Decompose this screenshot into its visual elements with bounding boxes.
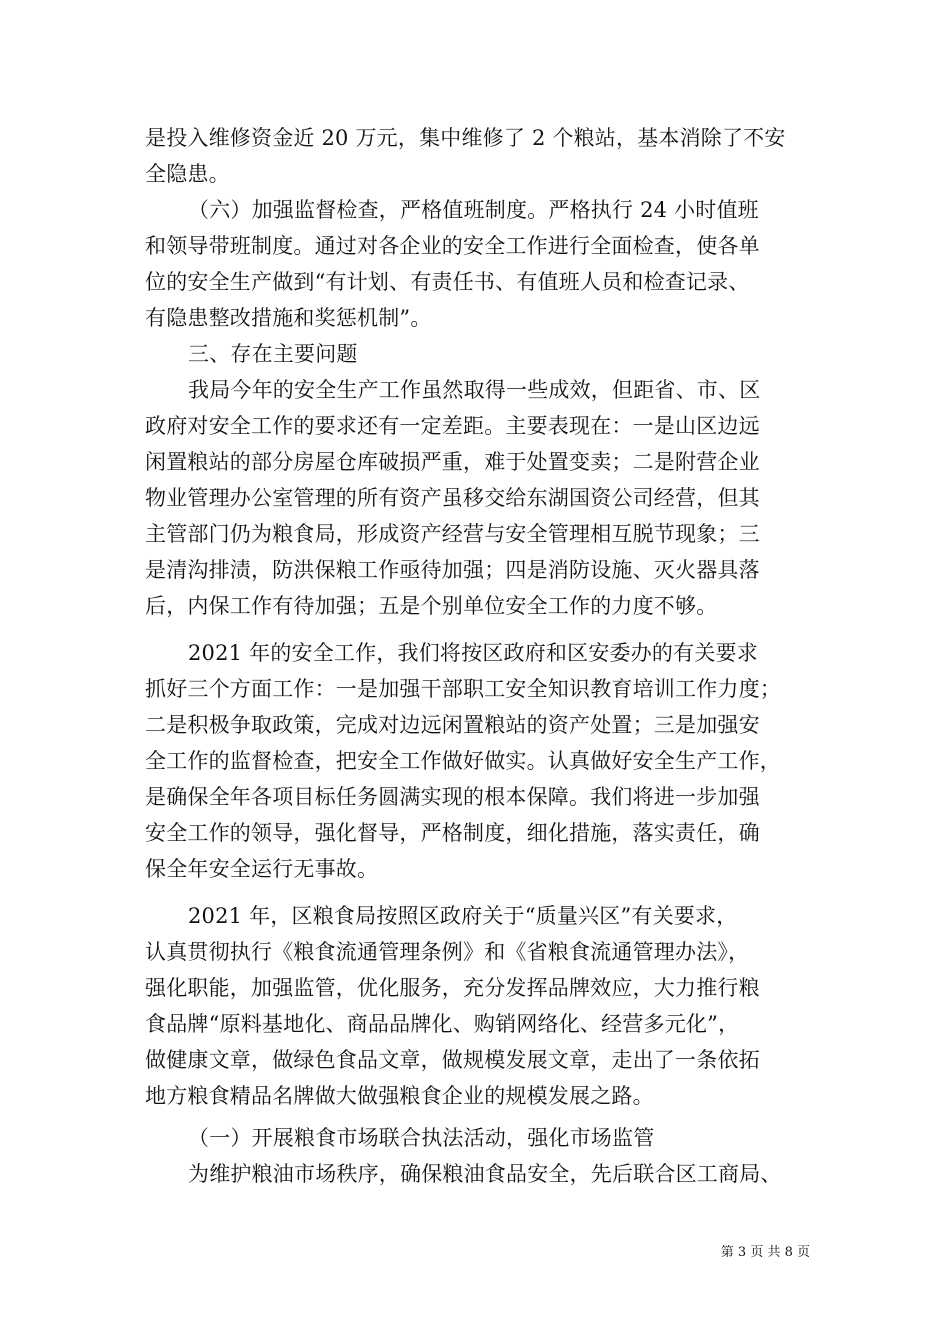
text-line: 2021 年的安全工作，我们将按区政府和区安委办的有关要求 [188, 641, 758, 665]
text-line: 认真贯彻执行《粮食流通管理条例》和《省粮食流通管理办法》， [145, 940, 750, 964]
text-line: 位的安全生产做到“有计划、有责任书、有值班人员和检查记录、 [145, 270, 750, 294]
text-line: 是投入维修资金近 20 万元，集中维修了 2 个粮站，基本消除了不安 [145, 126, 786, 150]
section-heading: 三、存在主要问题 [188, 342, 358, 366]
text-line: 保全年安全运行无事故。 [145, 857, 379, 881]
text-line: 全隐患。 [145, 162, 230, 186]
text-line: 强化职能，加强监管，优化服务，充分发挥品牌效应，大力推行粮 [145, 976, 760, 1000]
text-line: 抓好三个方面工作：一是加强干部职工安全知识教育培训工作力度； [145, 677, 781, 701]
text-line: 我局今年的安全生产工作虽然取得一些成效，但距省、市、区 [188, 378, 761, 402]
text-line: 2021 年，区粮食局按照区政府关于“质量兴区”有关要求， [188, 904, 738, 928]
text-line: 为维护粮油市场秩序，确保粮油食品安全，先后联合区工商局、 [188, 1162, 782, 1186]
text-line: 物业管理办公室管理的所有资产虽移交给东湖国资公司经营，但其 [145, 486, 760, 510]
text-line: 后，内保工作有待加强；五是个别单位安全工作的力度不够。 [145, 594, 718, 618]
text-line: 是确保全年各项目标任务圆满实现的根本保障。我们将进一步加强 [145, 785, 760, 809]
text-line: 全工作的监督检查，把安全工作做好做实。认真做好安全生产工作， [145, 749, 781, 773]
text-line: 和领导带班制度。通过对各企业的安全工作进行全面检查，使各单 [145, 234, 760, 258]
text-line: 政府对安全工作的要求还有一定差距。主要表现在：一是山区边远 [145, 414, 760, 438]
text-line: 有隐患整改措施和奖惩机制”。 [145, 306, 432, 330]
text-line: 闲置粮站的部分房屋仓库破损严重，难于处置变卖；二是附营企业 [145, 450, 760, 474]
text-line: 地方粮食精品名牌做大做强粮食企业的规模发展之路。 [145, 1084, 654, 1108]
text-line: 是清沟排渍，防洪保粮工作亟待加强；四是消防设施、灭火器具落 [145, 558, 760, 582]
section-heading: （一）开展粮食市场联合执法活动，强化市场监管 [188, 1126, 655, 1150]
text-line: 安全工作的领导，强化督导，严格制度，细化措施，落实责任，确 [145, 821, 760, 845]
text-line: 二是积极争取政策，完成对边远闲置粮站的资产处置；三是加强安 [145, 713, 760, 737]
text-line: 食品牌“原料基地化、商品品牌化、购销网络化、经营多元化”， [145, 1012, 740, 1036]
text-line: （六）加强监督检查，严格值班制度。严格执行 24 小时值班 [188, 198, 759, 222]
text-line: 做健康文章，做绿色食品文章，做规模发展文章，走出了一条依拓 [145, 1048, 760, 1072]
text-line: 主管部门仍为粮食局，形成资产经营与安全管理相互脱节现象；三 [145, 522, 760, 546]
page-number-footer: 第 3 页 共 8 页 [720, 1245, 810, 1260]
